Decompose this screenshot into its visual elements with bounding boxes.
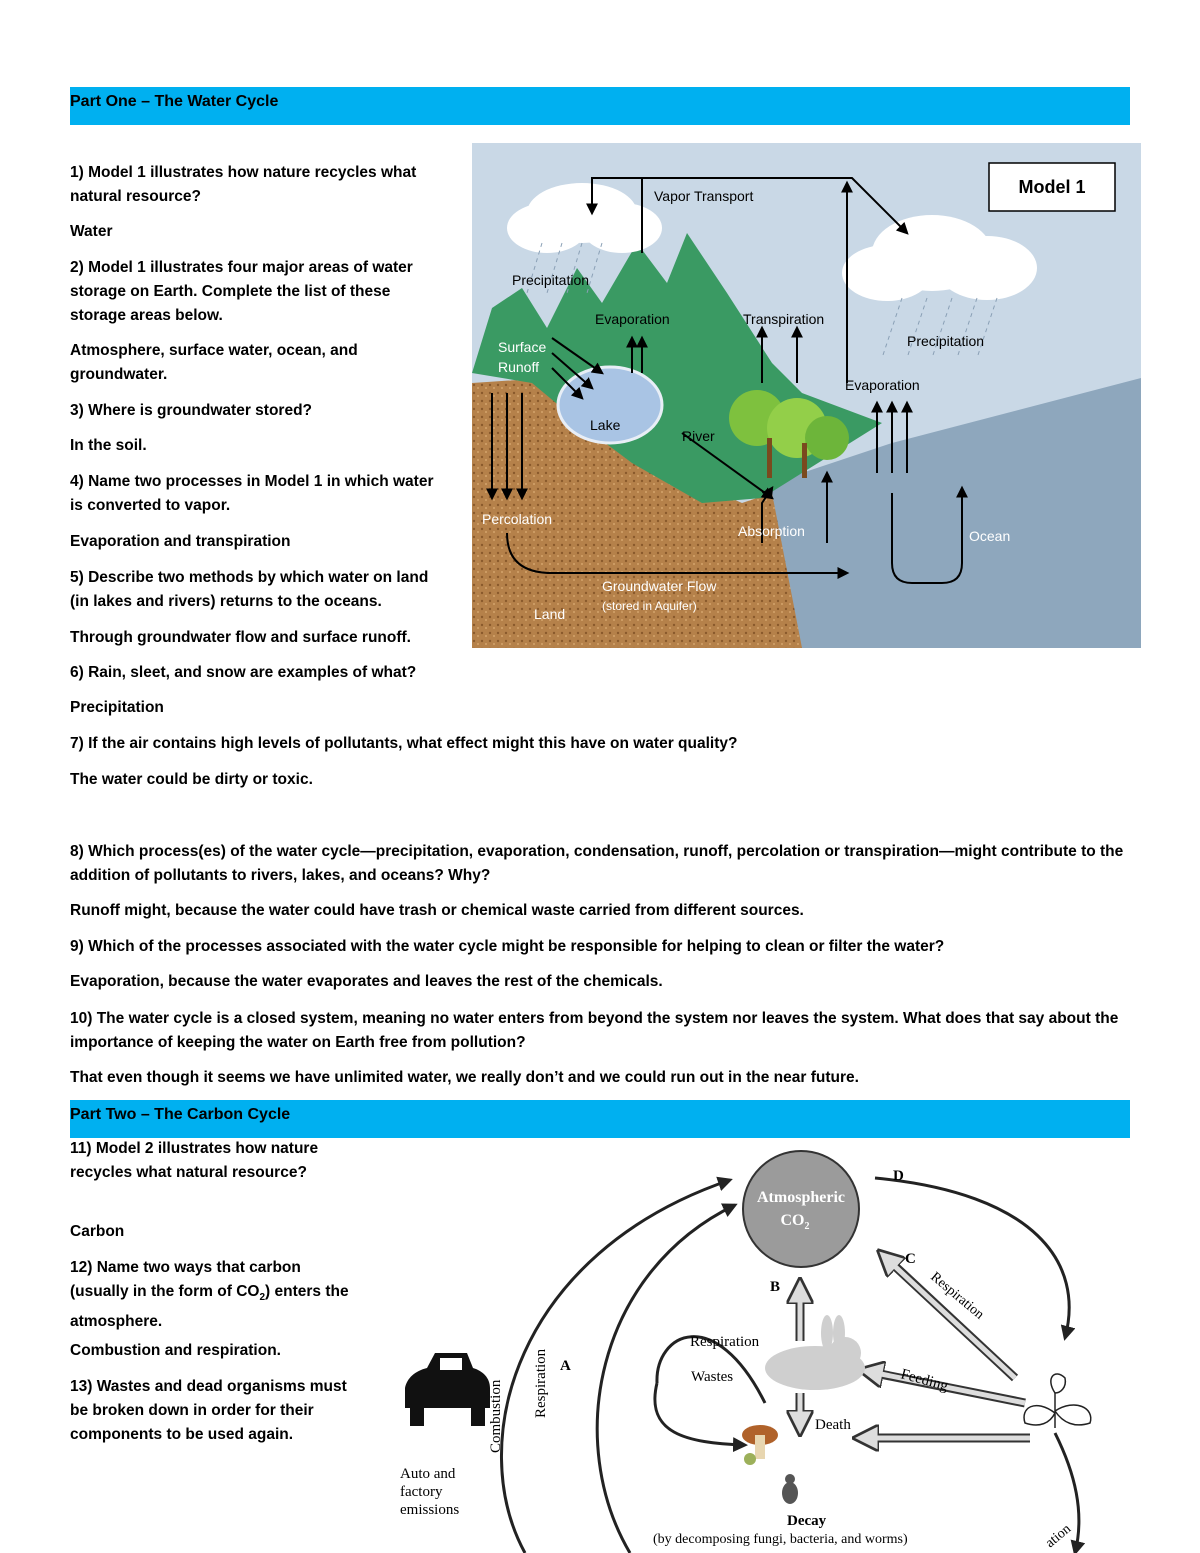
mushroom-icon — [742, 1425, 778, 1465]
question-4: 4) Name two processes in Model 1 in which water is converted to vapor. — [70, 473, 434, 514]
question-1: 1) Model 1 illustrates how nature recycles what natural resource? — [70, 164, 417, 205]
label-precipitation-left: Precipitation — [512, 272, 590, 288]
label-decay: Decay — [787, 1513, 827, 1529]
question-12 — [70, 1256, 350, 1334]
section-header-water-cycle — [70, 87, 1130, 125]
answer-5: Through groundwater flow and surface runoff. — [70, 629, 411, 646]
label-runoff: Runoff — [498, 359, 539, 375]
label-wastes: Wastes — [691, 1369, 734, 1385]
label-absorption: Absorption — [738, 523, 805, 539]
section-title: Part One – The Water Cycle — [70, 93, 279, 110]
label-auto: Auto and — [400, 1466, 456, 1482]
label-aquifer: (stored in Aquifer) — [602, 599, 697, 613]
label-b: B — [770, 1279, 781, 1295]
label-a: A — [560, 1358, 571, 1374]
question-7: 7) If the air contains high levels of pollutants, what effect might this have on water quality? — [70, 735, 738, 752]
label-evaporation-lake: Evaporation — [595, 311, 670, 327]
label-river: River — [682, 428, 715, 444]
question-5: 5) Describe two methods by which water on land (in lakes and rivers) returns to the oceans. — [70, 569, 429, 610]
label-ocean: Ocean — [969, 528, 1011, 544]
label-decay-note: (by decomposing fungi, bacteria, and worms) — [653, 1532, 908, 1547]
question-12-text-a: 12) Name two ways that carbon (usually in the form of CO — [70, 1259, 301, 1300]
model1-title: Model 1 — [1018, 177, 1086, 197]
question-11: 11) Model 2 illustrates how nature recycles what natural resource? — [70, 1140, 319, 1181]
label-d: D — [893, 1168, 904, 1184]
car-icon — [405, 1353, 490, 1426]
answer-6: Precipitation — [70, 699, 164, 716]
answer-4: Evaporation and transpiration — [70, 533, 291, 550]
label-surface: Surface — [498, 339, 547, 355]
answer-10: That even though it seems we have unlimited water, we really don’t and we could run out in the near future. — [70, 1069, 859, 1086]
label-respiration-mid: Respiration — [690, 1334, 760, 1350]
question-9: 9) Which of the processes associated with the water cycle might be responsible for helping to clean or filter the water? — [70, 938, 945, 955]
section-header-carbon-cycle — [70, 1100, 1130, 1138]
label-factory: factory — [400, 1484, 443, 1500]
rabbit-icon — [765, 1315, 865, 1390]
label-feeding: Feeding — [898, 1366, 950, 1395]
label-precipitation-right: Precipitation — [907, 333, 985, 349]
answer-7: The water could be dirty or toxic. — [70, 771, 313, 788]
label-combustion: Combustion — [488, 1379, 504, 1453]
question-13: 13) Wastes and dead organisms must be broken down in order for their components to be used again. — [70, 1378, 347, 1443]
label-c: C — [905, 1251, 916, 1267]
bug-icon — [782, 1474, 798, 1504]
answer-9: Evaporation, because the water evaporates and leaves the rest of the chemicals. — [70, 973, 663, 990]
label-evaporation-ocean: Evaporation — [845, 377, 920, 393]
atmosphere-label: Atmospheric — [757, 1189, 845, 1206]
water-cycle-diagram — [472, 143, 1141, 648]
answer-12: Combustion and respiration. — [70, 1342, 281, 1359]
answer-3: In the soil. — [70, 437, 147, 454]
label-vapor-transport: Vapor Transport — [654, 188, 754, 204]
question-12-subscript: 2 — [259, 1292, 266, 1304]
label-respiration-a: Respiration — [533, 1348, 549, 1418]
label-groundwater-flow: Groundwater Flow — [602, 578, 717, 594]
answer-8: Runoff might, because the water could have trash or chemical waste carried from different sources. — [70, 902, 804, 919]
co2-text: CO — [780, 1212, 805, 1229]
question-8: 8) Which process(es) of the water cycle—precipitation, evaporation, condensation, runoff, percolation or transpiration—might contribute to the addition of pollutants to rivers, lakes, and oceans? Why? — [70, 843, 1124, 884]
question-2: 2) Model 1 illustrates four major areas of water storage on Earth. Complete the list of these storage areas below. — [70, 259, 413, 324]
label-death: Death — [815, 1417, 851, 1433]
section-title: Part Two – The Carbon Cycle — [70, 1106, 291, 1123]
co2-subscript: 2 — [804, 1221, 810, 1232]
carbon-cycle-diagram — [395, 1143, 1130, 1553]
question-6: 6) Rain, sleet, and snow are examples of what? — [70, 664, 417, 681]
atmosphere-circle — [743, 1151, 859, 1267]
question-10: 10) The water cycle is a closed system, meaning no water enters from beyond the system nor leaves the system. What does that say about the importance of keeping the water on Earth free from pollution? — [70, 1010, 1119, 1051]
label-cut-off: ation — [1042, 1521, 1075, 1552]
question-12-text-b: ) enters the atmosphere. — [70, 1283, 349, 1331]
answer-1: Water — [70, 223, 113, 240]
answer-2: Atmosphere, surface water, ocean, and groundwater. — [70, 342, 358, 383]
label-percolation: Percolation — [482, 511, 553, 527]
label-land: Land — [534, 606, 566, 622]
question-3: 3) Where is groundwater stored? — [70, 402, 313, 419]
label-emissions: emissions — [400, 1502, 460, 1518]
label-transpiration: Transpiration — [743, 311, 825, 327]
label-lake: Lake — [590, 417, 621, 433]
answer-11: Carbon — [70, 1223, 125, 1240]
plant-icon — [1024, 1374, 1091, 1428]
label-respiration-c: Respiration — [927, 1269, 987, 1323]
